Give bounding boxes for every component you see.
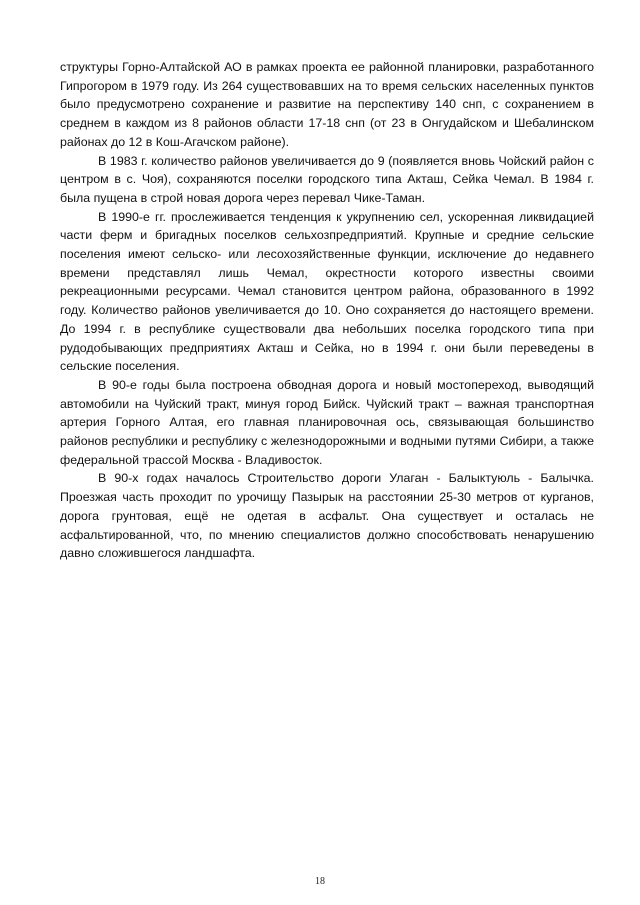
body-text xyxy=(60,58,594,563)
paragraph-5: В 90-х годах началось Строительство дороги Улаган - Балыктуюль - Балычка. Проезжая часть проходит по урочищу Пазырык на расстоянии 25-30 метров от курганов, дорога грунтовая, ещё не одетая в асфальт. Она существует и осталась не асфальтированной, что, по мнению специалистов должно способствовать ненарушению давно сложившегося ландшафта. xyxy=(60,471,594,561)
paragraph-2: В 1983 г. количество районов увеличивается до 9 (появляется вновь Чойский район с центром в с. Чоя), сохраняются поселки городского типа Акташ, Сейка Чемал. В 1984 г. была пущена в строй новая дорога через перевал Чике-Таман. xyxy=(60,153,594,205)
paragraph-4: В 90-е годы была построена обводная дорога и новый мостопереход, выводящий автомобили на Чуйский тракт, минуя город Бийск. Чуйский тракт – важная транспортная артерия Горного Алтая, его главная планировочная ось, связывающая большинство районов республики и республику с железнодорожными и водными путями Сибири, а также федеральной трассой Москва - Владивосток. xyxy=(60,377,594,467)
paragraph-3: В 1990-е гг. прослеживается тенденция к укрупнению сел, ускоренная ликвидацией части ферм и бригадных поселков сельхозпредприятий. Крупные и средние сельские поселения имеют сельско- или лесохозяйственные функции, исключение до недавнего времени представлял лишь Чемал, окрестности которого известны своими рекреационными ресурсами. Чемал становится центром района, образованного в 1992 году. Количество районов увеличивается до 10. Оно сохраняется до настоящего времени. До 1994 г. в республике существовали два небольших поселка городского типа при рудодобывающих предприятиях Акташ и Сейка, но в 1994 г. они были переведены в сельские поселения. xyxy=(60,209,594,374)
paragraph-1: структуры Горно-Алтайской АО в рамках проекта ее районной планировки, разработанного Гипрогором в 1979 году. Из 264 существовавших на то время сельских населенных пунктов было предусмотрено сохранение и развитие на перспективу 140 снп, с сохранением в среднем в каждом из 8 районов области 17-18 снп (от 23 в Онгудайском и Шебалинском районах до 12 в Кош-Агачском районе). xyxy=(60,60,594,149)
page-number: 18 xyxy=(315,876,325,887)
